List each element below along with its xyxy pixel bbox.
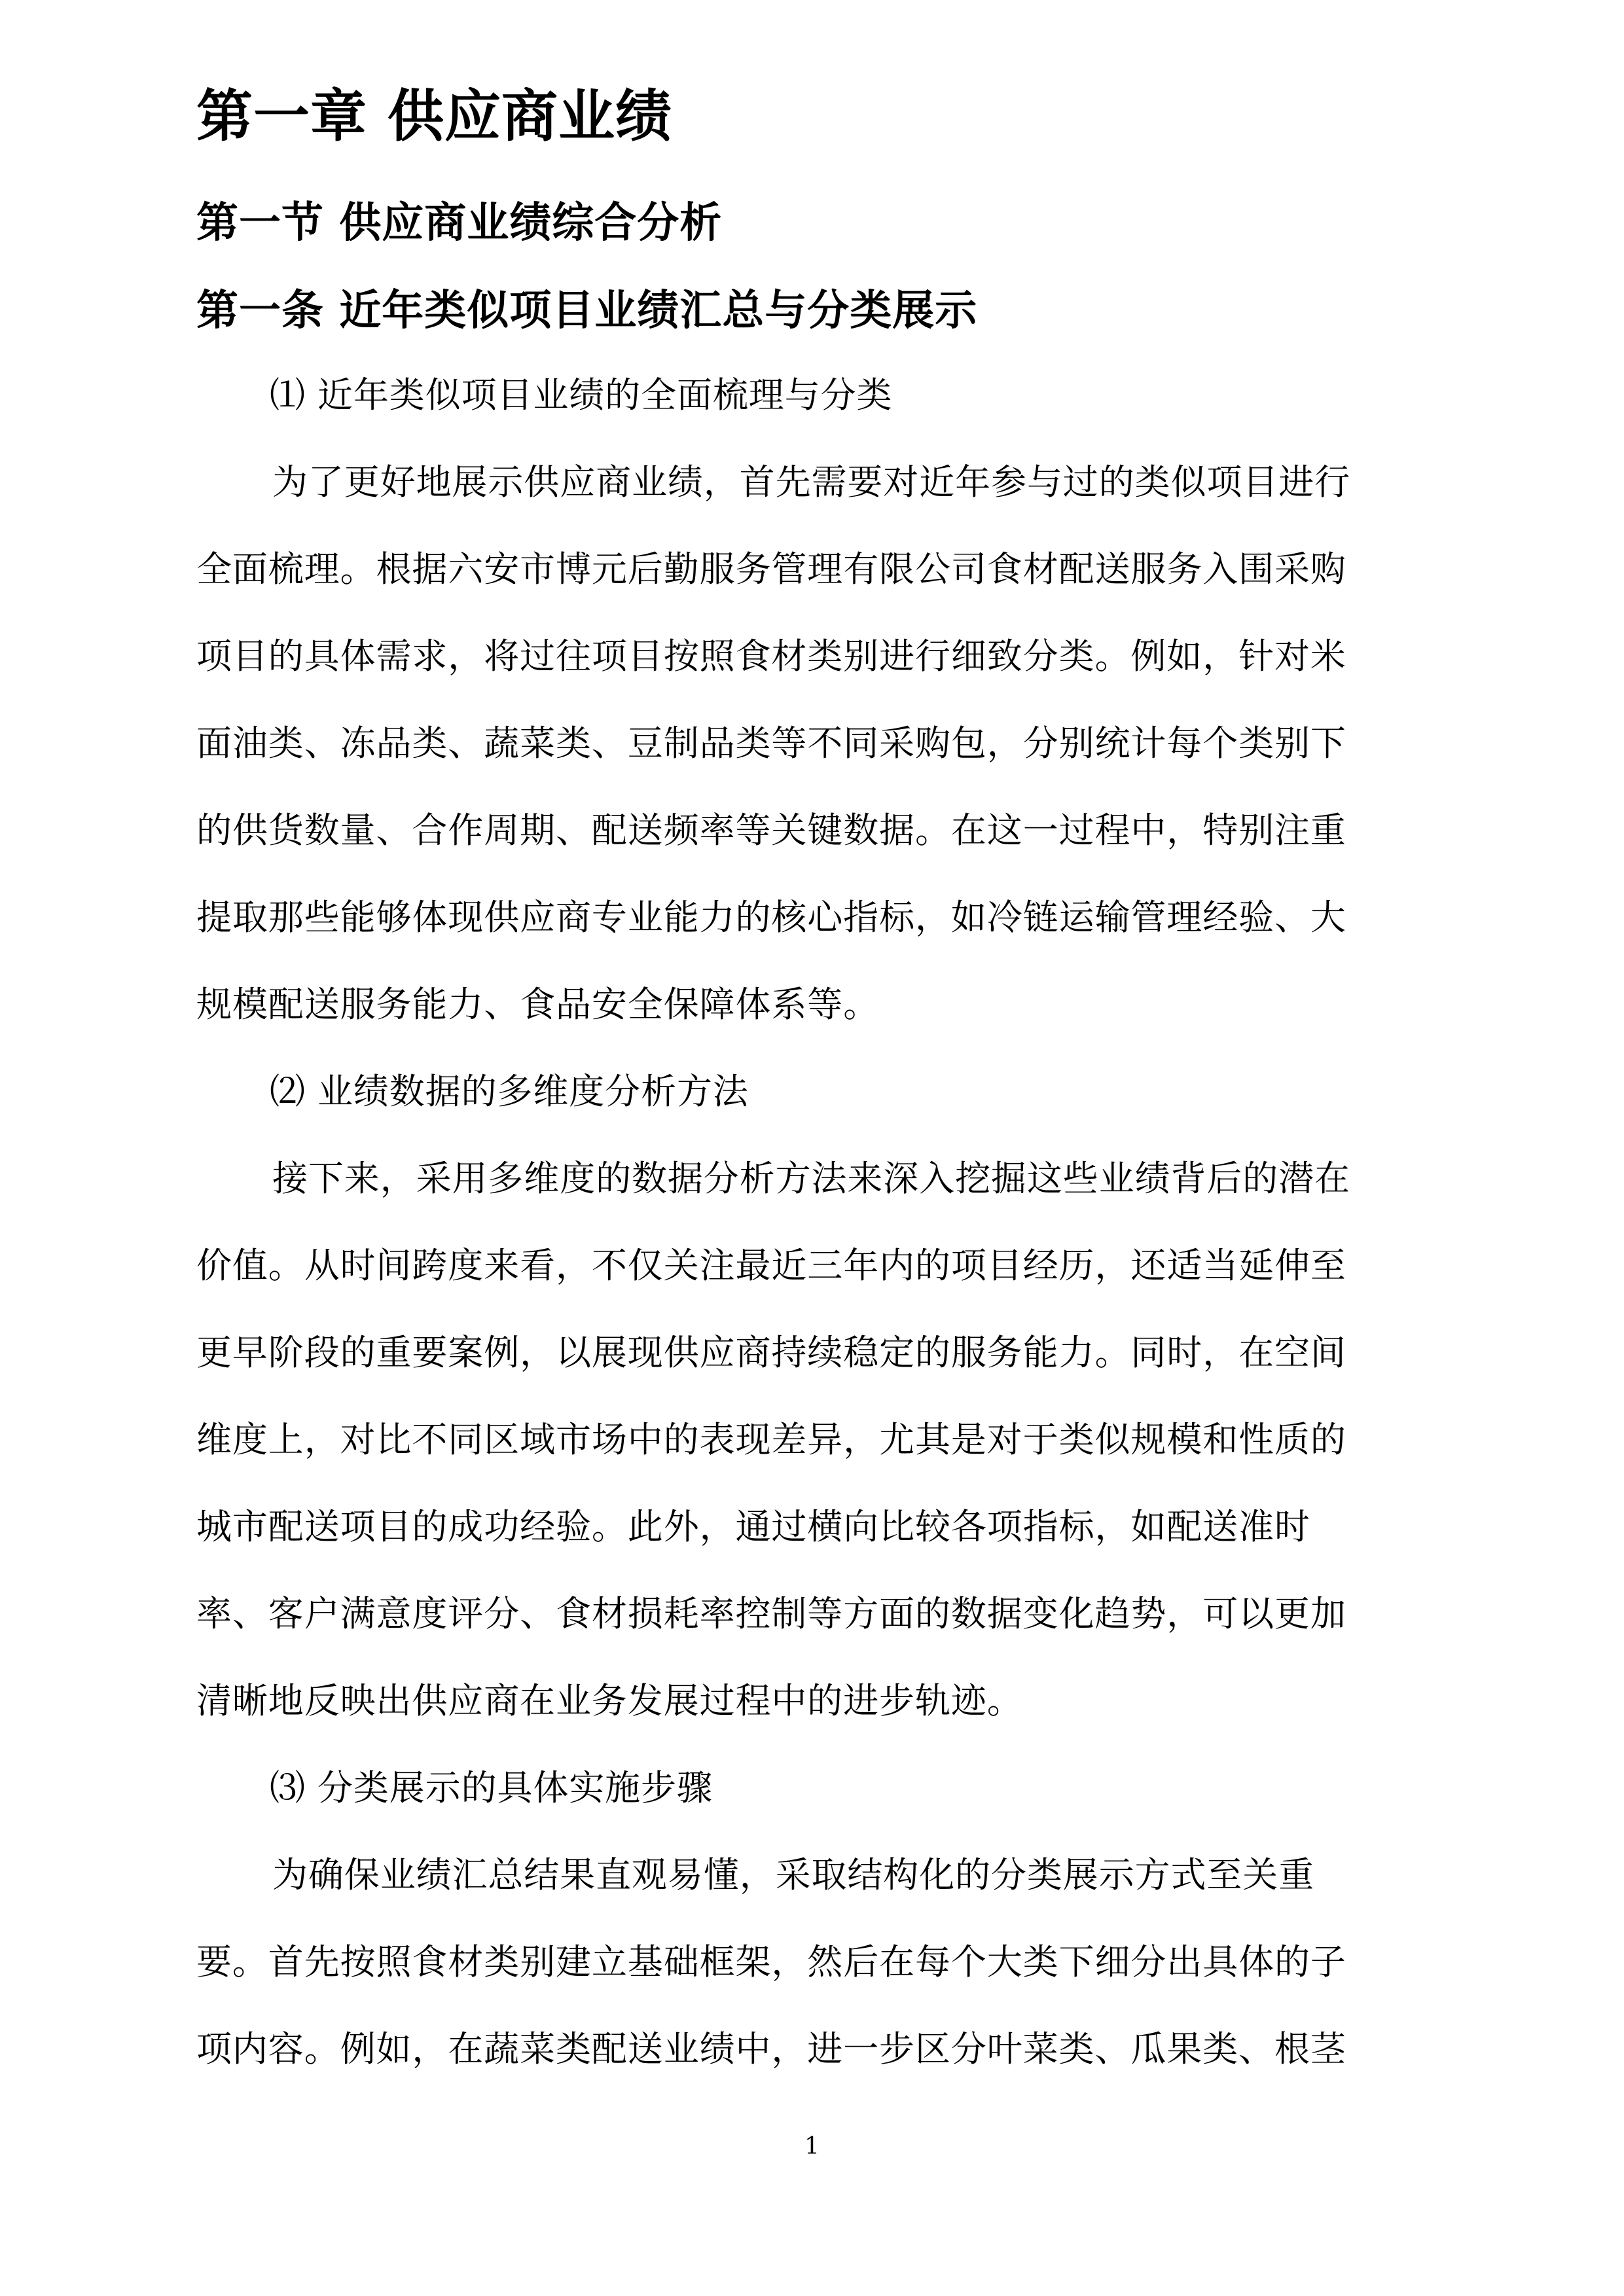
paragraph-1-line-2: 全面梳理。根据六安市博元后勤服务管理有限公司食材配送服务入围采购 (196, 548, 1346, 590)
subsection-heading-2: ⑵ 业绩数据的多维度分析方法 (270, 1071, 749, 1112)
chapter-title: 第一章 供应商业绩 (196, 84, 672, 149)
section-title: 第一节 供应商业绩综合分析 (196, 199, 723, 247)
paragraph-2-line-1: 接下来，采用多维度的数据分析方法来深入挖掘这些业绩背后的潜在 (272, 1158, 1350, 1199)
paragraph-2-line-6: 率、客户满意度评分、食材损耗率控制等方面的数据变化趋势，可以更加 (196, 1593, 1346, 1634)
paragraph-3-line-3: 项内容。例如，在蔬菜类配送业绩中，进一步区分叶菜类、瓜果类、根茎 (196, 2028, 1346, 2070)
paragraph-1-line-3: 项目的具体需求，将过往项目按照食材类别进行细致分类。例如，针对米 (196, 636, 1346, 677)
paragraph-2-line-2: 价值。从时间跨度来看，不仅关注最近三年内的项目经历，还适当延伸至 (196, 1245, 1346, 1286)
paragraph-3-line-2: 要。首先按照食材类别建立基础框架，然后在每个大类下细分出具体的子 (196, 1941, 1346, 1982)
paragraph-1-line-4: 面油类、冻品类、蔬菜类、豆制品类等不同采购包，分别统计每个类别下 (196, 723, 1346, 764)
subsection-heading-3: ⑶ 分类展示的具体实施步骤 (270, 1767, 713, 1808)
subsection-heading-1: ⑴ 近年类似项目业绩的全面梳理与分类 (270, 374, 893, 416)
paragraph-1-line-1: 为了更好地展示供应商业绩，首先需要对近年参与过的类似项目进行 (272, 461, 1350, 503)
article-title: 第一条 近年类似项目业绩汇总与分类展示 (196, 287, 978, 335)
paragraph-1-line-5: 的供货数量、合作周期、配送频率等关键数据。在这一过程中，特别注重 (196, 810, 1346, 851)
paragraph-1-line-7: 规模配送服务能力、食品安全保障体系等。 (196, 984, 880, 1025)
paragraph-2-line-7: 清晰地反映出供应商在业务发展过程中的进步轨迹。 (196, 1680, 1023, 1721)
paragraph-2-line-3: 更早阶段的重要案例，以展现供应商持续稳定的服务能力。同时，在空间 (196, 1332, 1346, 1373)
page-number: 1 (804, 2133, 820, 2160)
paragraph-2-line-5: 城市配送项目的成功经验。此外，通过横向比较各项指标，如配送准时 (196, 1506, 1310, 1547)
paragraph-2-line-4: 维度上，对比不同区域市场中的表现差异，尤其是对于类似规模和性质的 (196, 1419, 1346, 1460)
paragraph-1-line-6: 提取那些能够体现供应商专业能力的核心指标，如冷链运输管理经验、大 (196, 897, 1346, 938)
paragraph-3-line-1: 为确保业绩汇总结果直观易懂，采取结构化的分类展示方式至关重 (272, 1854, 1315, 1895)
